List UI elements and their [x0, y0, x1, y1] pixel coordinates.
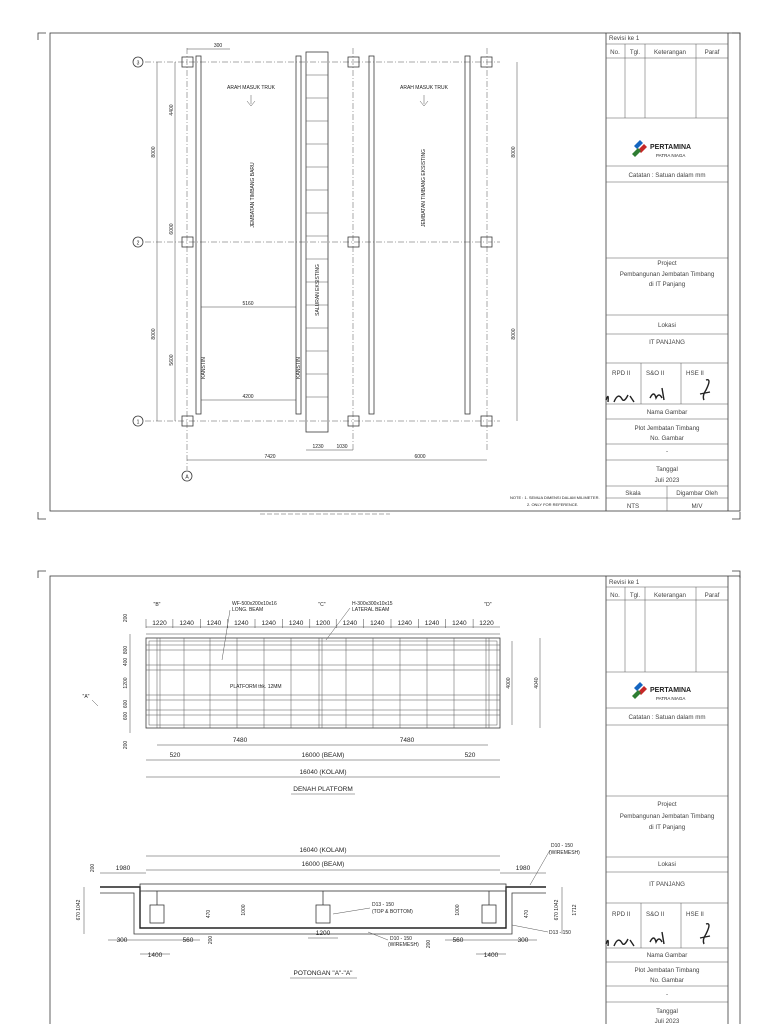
no-gambar-label: No. Gambar	[650, 435, 684, 442]
dim-1000: 1000	[455, 904, 461, 916]
project-line-2: di IT Panjang	[648, 824, 686, 831]
lokasi-value: IT PANJANG	[649, 881, 685, 888]
dim-16040: 16040 (KOLAM)	[299, 769, 347, 776]
curb-label: KANSTIN	[201, 357, 207, 379]
col-no: No.	[610, 49, 620, 56]
top-dim-label: 1220	[479, 620, 494, 627]
top-dims	[146, 619, 500, 628]
title-block	[606, 33, 728, 511]
wiremesh-label: D10 - 150	[551, 843, 573, 849]
platform-slab	[140, 884, 506, 891]
left-dim-label: 600	[123, 699, 129, 709]
catatan: Catatan : Satuan dalam mm	[628, 714, 706, 721]
title-block	[606, 576, 728, 1024]
signature-rpd	[606, 395, 634, 402]
wf-beam-sub: LONG. BEAM	[232, 607, 264, 613]
top-dim-label: 1240	[288, 620, 304, 627]
wiremesh-bottom-label: D10 - 150	[390, 936, 412, 942]
crop-mark	[732, 33, 740, 40]
rebar-label: D13 - 150	[372, 902, 394, 908]
leader-line	[512, 925, 548, 932]
project-line-1: Pembangunan Jembatan Timbang	[619, 271, 715, 278]
existing-bridge-label: JEMBATAN TIMBANG EKSISTING	[421, 148, 427, 228]
hse-label: HSE II	[686, 370, 704, 377]
left-dim-label: 800	[123, 645, 129, 655]
dim-200: 200	[90, 863, 96, 873]
arrow-down-icon	[247, 95, 255, 106]
crop-mark	[38, 33, 46, 40]
digambar-label: Digambar Oleh	[676, 490, 718, 497]
platform-inner	[149, 641, 497, 725]
sao-label: S&O II	[646, 911, 665, 918]
dim-520: 520	[464, 752, 476, 759]
dim-1400: 1400	[483, 952, 499, 959]
catatan: Catatan : Satuan dalam mm	[628, 172, 706, 179]
nama-gambar-value: Plot Jembatan Timbang	[634, 967, 700, 974]
dim-1030: 1030	[336, 444, 348, 450]
no-gambar-label: No. Gambar	[650, 977, 684, 984]
dim-670-1042: 670 1042	[76, 899, 82, 921]
no-gambar-value: -	[665, 448, 669, 455]
dim-4200: 4200	[242, 394, 254, 400]
dim-6000: 6000	[169, 223, 175, 235]
dim-1230: 1230	[312, 444, 324, 450]
logo-name: PERTAMINA	[650, 144, 692, 151]
nama-gambar-value: Plot Jembatan Timbang	[634, 425, 700, 432]
dim-16000: 16000 (BEAM)	[301, 861, 345, 868]
section-title: POTONGAN "A"-"A"	[293, 970, 353, 977]
leader-line	[222, 610, 230, 660]
dim-1400: 1400	[147, 952, 163, 959]
wf-beam-label: WF-500x200x10x16	[232, 601, 277, 607]
signature-sao	[650, 388, 664, 400]
curb-label: KANSTIN	[296, 357, 302, 379]
platform-outline	[146, 638, 500, 728]
dim-1712: 1712	[572, 904, 578, 916]
nama-gambar-label: Nama Gambar	[646, 952, 688, 959]
h-beam-sub: LATERAL BEAM	[352, 607, 390, 613]
leader-line	[530, 850, 550, 885]
top-dim-label: 1240	[452, 620, 467, 627]
dim-300: 300	[213, 43, 223, 49]
dim-1980: 1980	[115, 865, 131, 872]
rpd-label: RPD II	[612, 370, 631, 377]
section-arrow-icon	[92, 700, 98, 706]
dim-560: 560	[182, 937, 194, 944]
col-tgl: Tgl.	[629, 592, 641, 599]
truck-direction-label: ARAH MASUK TRUK	[400, 85, 448, 91]
logo-sub: PATRA NIAGA	[656, 153, 686, 158]
grid-label-3: 3	[136, 60, 140, 67]
left-dim-label: 200	[123, 613, 129, 623]
nama-gambar-label: Nama Gambar	[646, 409, 688, 416]
left-dims	[123, 614, 129, 750]
grid-label-2: 2	[136, 240, 140, 247]
note-line-1: NOTE : 1. SEMUA DIMENSI DALAM MILIMETER.	[510, 495, 600, 500]
dim-1000: 1000	[241, 904, 247, 916]
top-dim-label: 1240	[206, 620, 222, 627]
revision-label: Revisi ke 1	[609, 35, 640, 42]
dim-520: 520	[169, 752, 181, 759]
rebar-sub: (TOP & BOTTOM)	[372, 909, 413, 915]
grid-label-a: A	[185, 474, 189, 481]
project-label: Project	[657, 260, 677, 267]
pertamina-logo	[632, 140, 691, 158]
top-dim-label: 1240	[261, 620, 276, 627]
dim-16000: 16000 (BEAM)	[301, 752, 345, 759]
rpd-label: RPD II	[612, 911, 631, 918]
left-dim-label: 600	[123, 711, 129, 721]
lateral-beams	[157, 638, 489, 728]
sheet-2	[38, 571, 740, 1024]
hse-label: HSE II	[686, 911, 704, 918]
project-line-2: di IT Panjang	[648, 281, 686, 288]
dim-5600: 5600	[169, 354, 175, 366]
dim-1200: 1200	[315, 930, 331, 937]
dim-1980: 1980	[515, 865, 531, 872]
dim-4000: 4000	[506, 677, 512, 689]
dim-470: 470	[524, 909, 530, 919]
digambar-value: M/V	[691, 503, 703, 510]
skala-value: NTS	[626, 503, 640, 510]
logo-name: PERTAMINA	[650, 687, 692, 694]
left-dim-label: 1200	[123, 677, 129, 689]
leader-line	[333, 908, 370, 914]
section-a-label: "A"	[82, 694, 90, 700]
lokasi-label: Lokasi	[658, 322, 676, 329]
project-line-1: Pembangunan Jembatan Timbang	[619, 813, 715, 820]
top-dim-label: 1240	[370, 620, 385, 627]
sheet-1	[38, 33, 740, 519]
bridge-wall	[369, 56, 374, 414]
tanggal-label: Tanggal	[656, 466, 678, 473]
top-dim-label: 1240	[397, 620, 412, 627]
dim-560: 560	[452, 937, 464, 944]
lokasi-value: IT PANJANG	[649, 339, 685, 346]
wiremesh-sub: (WIREMESH)	[549, 850, 580, 856]
tanggal-label: Tanggal	[656, 1008, 678, 1015]
section-c-label: "C"	[318, 602, 326, 608]
arrow-down-icon	[420, 95, 428, 106]
dim-8000: 8000	[511, 328, 517, 340]
section-d-label: "D"	[484, 602, 492, 608]
top-dim-label: 1220	[152, 620, 167, 627]
crop-mark	[38, 512, 46, 519]
new-bridge-label: JEMBATAN TIMBANG BARU	[250, 162, 256, 228]
skala-label: Skala	[625, 490, 641, 497]
leader-line	[368, 932, 388, 940]
lokasi-label: Lokasi	[658, 861, 676, 868]
dim-5160: 5160	[242, 301, 254, 307]
dim-16040: 16040 (KOLAM)	[299, 847, 347, 854]
signature-hse	[700, 380, 710, 400]
dim-200: 200	[208, 935, 214, 945]
h-beam-label: H-300x300x10x15	[352, 601, 393, 607]
channel-grating	[306, 75, 328, 397]
signature-hse	[700, 924, 710, 944]
tanggal-value: Juli 2023	[654, 1018, 680, 1024]
top-dim-label: 1200	[315, 620, 331, 627]
dim-8000: 8000	[151, 146, 157, 158]
col-no: No.	[610, 592, 620, 599]
sao-label: S&O II	[646, 370, 665, 377]
dim-470: 470	[206, 909, 212, 919]
signature-rpd	[606, 939, 634, 946]
no-gambar-value: -	[665, 991, 669, 998]
platform-plan	[83, 601, 540, 794]
dim-200: 200	[426, 939, 432, 949]
project-label: Project	[657, 801, 677, 808]
crop-mark	[38, 571, 46, 578]
dim-8000: 8000	[511, 146, 517, 158]
crop-mark	[732, 571, 740, 578]
columns	[182, 57, 492, 426]
dim-7480: 7480	[399, 737, 415, 744]
dim-6000: 6000	[414, 454, 426, 460]
dim-300: 300	[517, 937, 529, 944]
bridge-wall	[465, 56, 470, 414]
top-dim-label: 1240	[179, 620, 194, 627]
tanggal-value: Juli 2023	[654, 477, 680, 484]
note-line-2: 2. ONLY FOR REFERENCE.	[527, 502, 579, 507]
dim-4400: 4400	[169, 104, 175, 116]
signature-sao	[650, 932, 664, 944]
long-beams	[146, 645, 500, 715]
dim-670-1042-right: 670 1042	[554, 899, 560, 921]
top-dim-label: 1240	[424, 620, 440, 627]
left-dim-label: 200	[123, 740, 129, 750]
platform-label: PLATFORM thk. 12MM	[230, 684, 282, 690]
dim-8000: 8000	[151, 328, 157, 340]
top-dim-label: 1240	[342, 620, 358, 627]
top-dim-label: 1240	[234, 620, 249, 627]
truck-direction-label: ARAH MASUK TRUK	[227, 85, 275, 91]
grid-label-1: 1	[136, 419, 140, 426]
section-a-a	[76, 843, 580, 978]
rebar-right-label: D13 - 150	[549, 930, 571, 936]
plan-title: DENAH PLATFORM	[293, 786, 353, 793]
logo-sub: PATRA NIAGA	[656, 696, 686, 701]
load-cell-supports	[150, 891, 496, 923]
section-b-label: "B"	[153, 602, 161, 608]
left-dim-label: 400	[123, 657, 129, 667]
col-keterangan: Keterangan	[654, 592, 686, 599]
dim-7420: 7420	[264, 454, 276, 460]
col-paraf: Paraf	[704, 592, 720, 599]
pertamina-logo	[632, 682, 691, 701]
crop-mark	[732, 512, 740, 519]
col-paraf: Paraf	[704, 49, 720, 56]
dim-4040: 4040	[534, 677, 540, 689]
revision-label: Revisi ke 1	[609, 579, 640, 586]
wiremesh-bottom-sub: (WIREMESH)	[388, 942, 419, 948]
channel-label: SALURAN EKSISTING	[315, 264, 321, 316]
plot-plan	[133, 43, 517, 481]
col-tgl: Tgl.	[629, 49, 641, 56]
dim-7480: 7480	[232, 737, 248, 744]
dim-300: 300	[116, 937, 128, 944]
col-keterangan: Keterangan	[654, 49, 686, 56]
